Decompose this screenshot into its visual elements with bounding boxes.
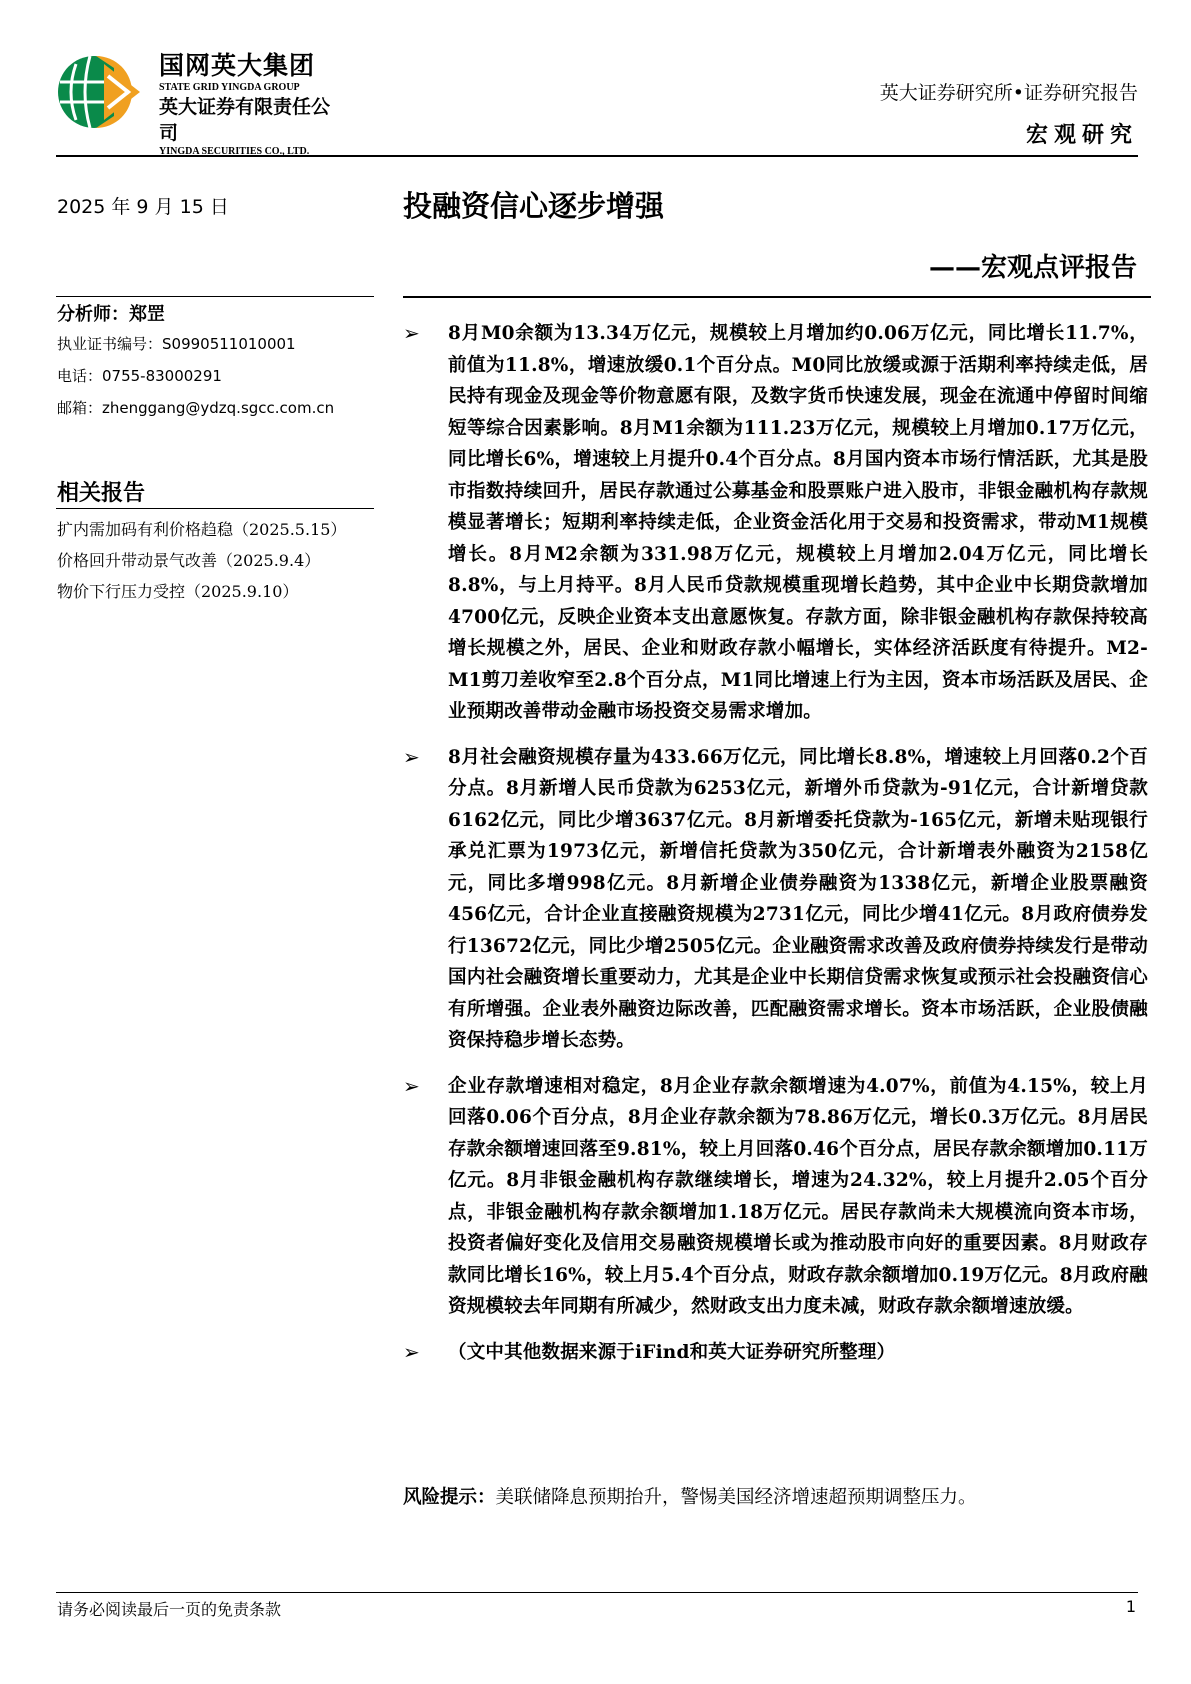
report-title: 投融资信心逐步增强 [403, 189, 665, 223]
footer-divider [56, 1592, 1138, 1593]
bullet-item [403, 318, 1148, 728]
analyst-license: 执业证书编号：S0990511010001 [57, 335, 296, 353]
header-divider [56, 155, 1138, 157]
risk-warning [403, 1483, 1148, 1513]
arrow-bullet-icon: ➢ [403, 744, 420, 769]
bullet-item [403, 1337, 1148, 1369]
risk-text: 美联储降息预期抬升，警惕美国经济增速超预期调整压力。 [495, 1487, 977, 1508]
bullet-text-data-source: （文中其他数据来源于iFind和英大证券研究所整理） [448, 1341, 896, 1363]
header-right [880, 80, 1138, 149]
report-section: 宏观研究 [1025, 123, 1138, 148]
arrow-bullet-icon: ➢ [403, 1073, 420, 1098]
report-subtitle: ——宏观点评报告 [928, 253, 1137, 283]
sidebar-divider [56, 296, 374, 297]
bullet-text-social-financing: 8月社会融资规模存量为433.66万亿元，同比增长8.8%，增速较上月回落0.2个百分点。8月新增人民币贷款为6253亿元，新增外币贷款为-91亿元，合计新增贷款6162亿元，同比少增3637亿元。8月新增委托贷款为-165亿元，新增未贴现银行承兑汇票为1973亿元，新增信托贷款为350亿元，合计新增表外融资为2158亿元，同比多增998亿元。8月新增企业债券融资为1338亿元，新增企业股票融资456亿元，合计企业直接融资规模为2731亿元，同比少增41亿元。8月政府债券发行13672亿元，同比少增2505亿元。企业融资需求改善及政府债券持续发行是带动国内社会融资增长重要动力，尤其是企业中长期信贷需求恢复或预示社会投融资信心有所增强。企业表外融资边际改善，匹配融资需求增长。资本市场活跃，企业股债融资保持稳步增长态势。 [448, 746, 1148, 1051]
related-report-item[interactable]: 物价下行压力受控（2025.9.10） [57, 582, 299, 601]
bullet-item [403, 742, 1148, 1057]
analyst-phone: 电话：0755-83000291 [57, 367, 222, 385]
related-divider [56, 508, 374, 509]
logo-company-name: 英大证券有限责任公司 [159, 96, 331, 144]
report-date: 2025 年 9 月 15 日 [57, 196, 229, 218]
arrow-bullet-icon: ➢ [403, 1339, 420, 1364]
bullet-text-money-supply: 8月M0余额为13.34万亿元，规模较上月增加约0.06万亿元，同比增长11.7%，前值为11.8%，增速放缓0.1个百分点。M0同比放缓或源于活期利率持续走低，居民持有现金及现金等价物意愿有限，及数字货币快速发展，现金在流通中停留时间缩短等综合因素影响。8月M1余额为111.23万亿元，规模较上月增加0.17万亿元，同比增长6%，增速较上月提升0.4个百分点。8月国内资本市场行情活跃，尤其是股市指数持续回升，居民存款通过公募基金和股票账户进入股市，非银金融机构存款规模显著增长；短期利率持续走低，企业资金活化用于交易和投资需求，带动M1规模增长。8月M2余额为331.98万亿元，规模较上月增加2.04万亿元，同比增长8.8%，与上月持平。8月人民币贷款规模重现增长趋势，其中企业中长期贷款增加4700亿元，反映企业资本支出意愿恢复。存款方面，除非银金融机构存款保持较高增长规模之外，居民、企业和财政存款小幅增长，实体经济活跃度有待提升。M2-M1剪刀差收窄至2.8个百分点，M1同比增速上行为主因，资本市场活跃及居民、企业预期改善带动金融市场投资交易需求增加。 [448, 323, 1148, 722]
bullet-text-deposits: 企业存款增速相对稳定，8月企业存款余额增速为4.07%，前值为4.15%，较上月回落0.06个百分点，8月企业存款余额为78.86万亿元，增长0.3万亿元。8月居民存款余额增速回落至9.81%，较上月回落0.46个百分点，居民存款余额增加0.11万亿元。8月非银金融机构存款继续增长，增速为24.32%，较上月提升2.05个百分点，非银金融机构存款余额增加1.18万亿元。居民存款尚未大规模流向资本市场，投资者偏好变化及信用交易融资规模增长或为推动股市向好的重要因素。8月财政存款同比增长16%，较上月5.4个百分点，财政存款余额增加0.19万亿元。8月政府融资规模较去年同期有所减少，然财政支出力度未减，财政存款余额增速放缓。 [448, 1075, 1148, 1317]
analyst-info [57, 302, 375, 424]
analyst-email: 邮箱：zhenggang@ydzq.sgcc.com.cn [57, 399, 335, 417]
logo-group-name-en: STATE GRID YINGDA GROUP [159, 82, 300, 93]
logo-group-name: 国网英大集团 [159, 51, 316, 80]
content-divider [403, 296, 1151, 298]
related-report-item[interactable]: 价格回升带动景气改善（2025.9.4） [57, 551, 321, 570]
page-number: 1 [1125, 1597, 1136, 1616]
bullet-item [403, 1071, 1148, 1323]
summary-bullets [403, 318, 1148, 1382]
arrow-bullet-icon: ➢ [403, 321, 420, 345]
research-org-line: 英大证券研究所•证券研究报告 [879, 82, 1138, 104]
company-logo [56, 50, 346, 157]
footer-disclaimer: 请务必阅读最后一页的免责条款 [57, 1600, 282, 1619]
related-reports-title: 相关报告 [57, 481, 146, 506]
analyst-name: 分析师：郑罡 [57, 304, 165, 325]
logo-company-name-en: YINGDA SECURITIES CO., LTD. [159, 146, 310, 157]
related-reports-list [57, 514, 346, 607]
risk-label: 风险提示： [403, 1487, 496, 1508]
globe-logo-icon [56, 50, 141, 135]
related-report-item[interactable]: 扩内需加码有利价格趋稳（2025.5.15） [57, 520, 347, 539]
